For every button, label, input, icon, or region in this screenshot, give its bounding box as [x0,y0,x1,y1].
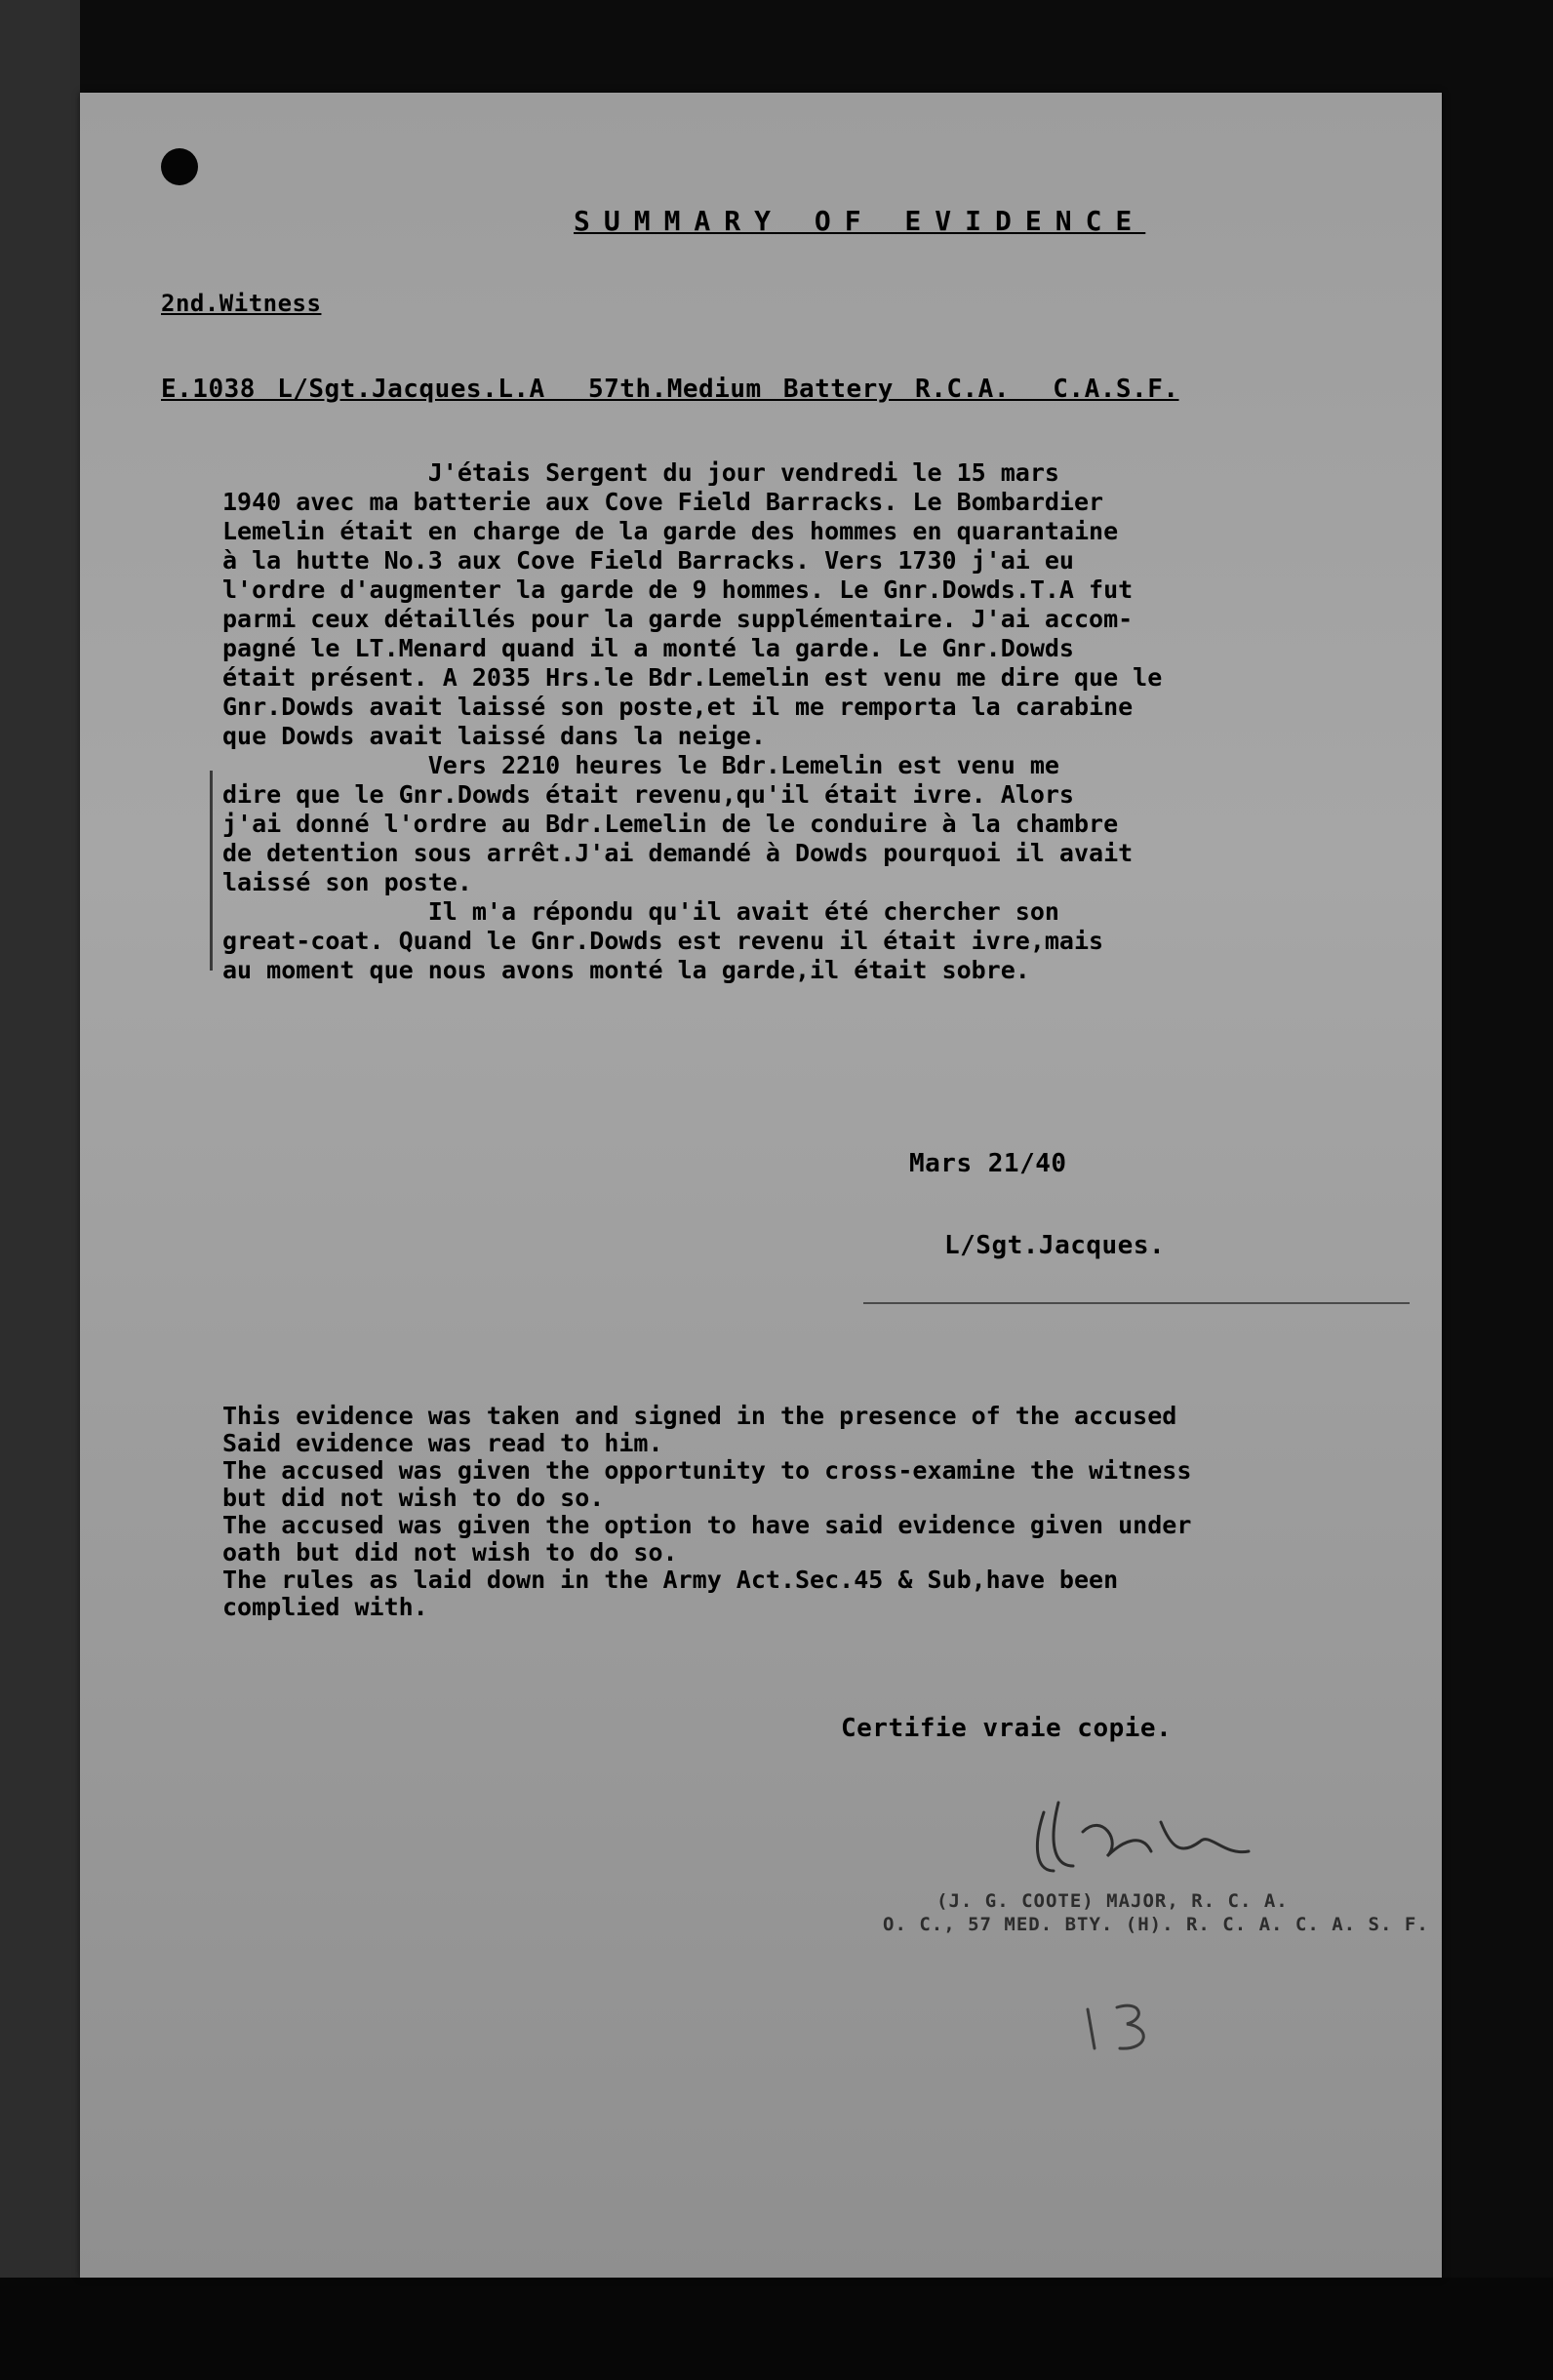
testimony-date: Mars 21/40 [909,1149,1067,1178]
testimony-text [222,458,1393,985]
certification-line: complied with. [222,1593,428,1621]
certification-line: The rules as laid down in the Army Act.Sec.45 & Sub,have been [222,1566,1119,1594]
witness-identification: E.1038 L/Sgt.Jacques.L.A 57th.Medium Battery R.C.A. C.A.S.F. [161,375,1179,404]
testimony-line: Gnr.Dowds avait laissé son poste,et il me remporta la carabine [222,693,1134,721]
punch-hole [161,148,198,185]
separator-line [863,1302,1410,1304]
testimony-line: dire que le Gnr.Dowds était revenu,qu'il était ivre. Alors [222,780,1074,809]
witness-signature-line: L/Sgt.Jacques. [944,1231,1166,1260]
testimony-line: j'ai donné l'ordre au Bdr.Lemelin de le conduire à la chambre [222,810,1119,838]
testimony-line: parmi ceux détaillés pour la garde supplémentaire. J'ai accom- [222,605,1134,633]
certification-line: This evidence was taken and signed in the presence of the accused [222,1402,1177,1430]
testimony-line: 1940 avec ma batterie aux Cove Field Barracks. Le Bombardier [222,488,1104,516]
document-page [80,93,1442,2278]
testimony-line: de detention sous arrêt.J'ai demandé à Dowds pourquoi il avait [222,839,1134,867]
testimony-line: était présent. A 2035 Hrs.le Bdr.Lemelin est venu me dire que le [222,663,1163,692]
testimony-line: laissé son poste. [222,868,472,896]
handwritten-signature [1015,1773,1268,1890]
witness-number: 2nd.Witness [161,290,322,317]
officer-stamp-unit: O. C., 57 MED. BTY. (H). R. C. A. C. A. S. F. [883,1914,1429,1935]
certification-text [222,1403,1393,1621]
officer-stamp-name: (J. G. COOTE) MAJOR, R. C. A. [936,1890,1289,1912]
testimony-line: que Dowds avait laissé dans la neige. [222,722,766,750]
certification-line: The accused was given the option to have said evidence given under [222,1511,1192,1539]
certification-line: oath but did not wish to do so. [222,1538,678,1567]
scan-left-border [0,0,80,2380]
margin-bracket [210,771,213,971]
certification-line: Said evidence was read to him. [222,1429,663,1457]
testimony-line: à la hutte No.3 aux Cove Field Barracks. Vers 1730 j'ai eu [222,546,1074,575]
document-title: SUMMARY OF EVIDENCE [574,205,1146,237]
testimony-line: pagné le LT.Menard quand il a monté la garde. Le Gnr.Dowds [222,634,1074,662]
testimony-line: great-coat. Quand le Gnr.Dowds est revenu il était ivre,mais [222,927,1104,955]
testimony-line: au moment que nous avons monté la garde,il était sobre. [222,956,1030,984]
certification-line: but did not wish to do so. [222,1484,605,1512]
certification-line: The accused was given the opportunity to cross-examine the witness [222,1456,1192,1485]
testimony-line: Vers 2210 heures le Bdr.Lemelin est venu me [222,751,1059,779]
true-copy-note: Certifie vraie copie. [841,1714,1173,1743]
testimony-line: Lemelin était en charge de la garde des hommes en quarantaine [222,517,1119,545]
scan-bottom-border [0,2278,1553,2380]
handwritten-page-number [1073,1990,1190,2058]
testimony-line: J'étais Sergent du jour vendredi le 15 mars [222,458,1059,487]
testimony-line: l'ordre d'augmenter la garde de 9 hommes. Le Gnr.Dowds.T.A fut [222,575,1134,604]
testimony-line: Il m'a répondu qu'il avait été chercher son [222,897,1059,926]
